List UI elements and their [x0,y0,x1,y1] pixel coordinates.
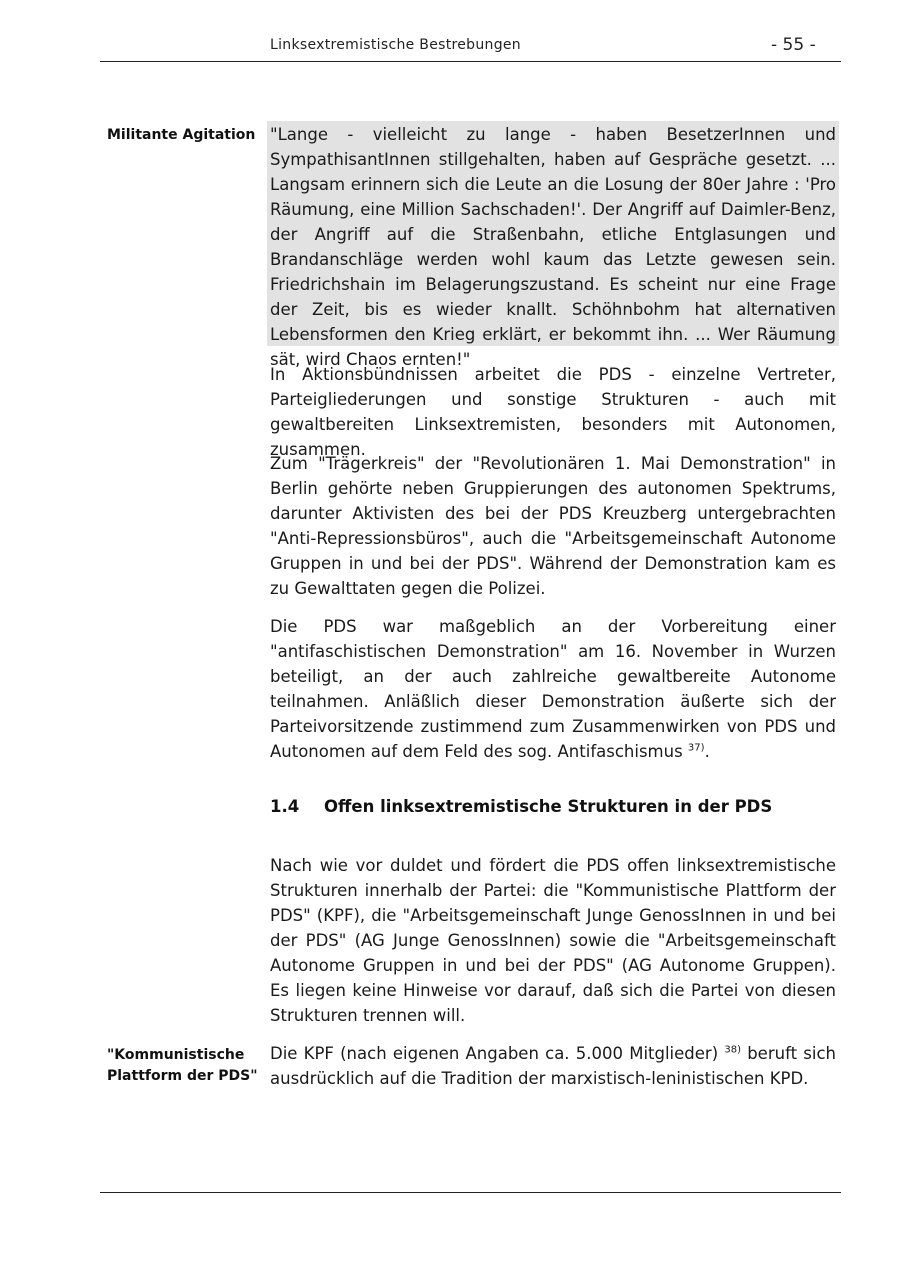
footnote-ref-38: 38) [724,1044,741,1056]
margin-note-kpf [107,1045,258,1087]
running-header-title: Linksextremistische Bestrebungen [270,37,521,53]
margin-note-militante-agitation: Militante Agitation [107,127,256,143]
paragraph-text: Die KPF (nach eigenen Angaben ca. 5.000 Mitglieder) [270,1044,725,1063]
paragraph-text: Die PDS war maßgeblich an der Vorbereitung einer "antifaschistischen Demonstration" am 16. November in Wurzen beteiligt, an der auch zahlreiche gewaltbereite Autonome teilnahmen. Anläßlich dieser Demonstration äußerte sich der Parteivorsitzende zustimmend zum Zusammenwirken von PDS und Autonomen auf dem Feld des sog. Antifaschismus [270,617,836,761]
margin-note-kpf-line1: "Kommunistische [107,1047,245,1063]
section-heading [270,797,772,816]
paragraph-end: . [704,742,710,761]
paragraph-kpf [270,1041,836,1091]
margin-note-kpf-line2: Plattform der PDS" [107,1068,258,1084]
quoted-passage: "Lange - vielleicht zu lange - haben BesetzerInnen und SympathisantInnen stillgehalten, haben auf Gespräche gesetzt. ... Langsam erinnern sich die Leute an die Losung der 80er Jahre : 'Pro Räumung, eine Million Sachschaden!'. Der Angriff auf Daimler-Benz, der Angriff auf die Straßenbahn, etliche Entglasungen und Brandanschläge werden wohl kaum das Letzte gewesen sein. Friedrichshain im Belagerungszustand. Es scheint nur eine Frage der Zeit, bis es wieder knallt. Schöhnbohm hat alternativen Lebensformen den Krieg erklärt, er bekommt ihn. ... Wer Räumung sät, wird Chaos ernten!" [270,125,836,369]
paragraph-aktionsbuendnisse: In Aktionsbündnissen arbeitet die PDS - einzelne Vertreter, Parteigliederungen und sonstige Strukturen - auch mit gewaltbereiten Linksextremisten, besonders mit Autonomen, zusammen. [270,365,836,459]
page-number: - 55 - [771,35,816,55]
section-title: Offen linksextremistische Strukturen in der PDS [324,797,773,816]
paragraph-end: beruft sich ausdrücklich auf die Tradition der marxistisch-leninistischen KPD. [270,1044,836,1088]
paragraph-offene-strukturen: Nach wie vor duldet und fördert die PDS offen linksextremistische Strukturen innerhalb der Partei: die "Kommunistische Plattform der PDS" (KPF), die "Arbeitsgemeinschaft Junge GenossInnen in und bei der PDS" (AG Junge GenossInnen) sowie die "Arbeitsgemeinschaft Autonome Gruppen in und bei der PDS" (AG Autonome Gruppen). Es liegen keine Hinweise vor darauf, daß sich die Partei von diesen Strukturen trennen will. [270,856,836,1025]
footer-rule [100,1192,841,1193]
footnote-ref-37: 37) [687,742,705,754]
paragraph-wurzen-demonstration [270,614,836,764]
header-rule [100,61,841,62]
paragraph-traegerkreis: Zum "Trägerkreis" der "Revolutionären 1. Mai Demonstration" in Berlin gehörte neben Gruppierungen des autonomen Spektrums, darunter Aktivisten des bei der PDS Kreuzberg untergebrachten "Anti-Repressionsbüros", auch die "Arbeitsgemeinschaft Autonome Gruppen in und bei der PDS". Während der Demonstration kam es zu Gewalttaten gegen die Polizei. [270,454,836,598]
section-number: 1.4 [270,797,300,816]
